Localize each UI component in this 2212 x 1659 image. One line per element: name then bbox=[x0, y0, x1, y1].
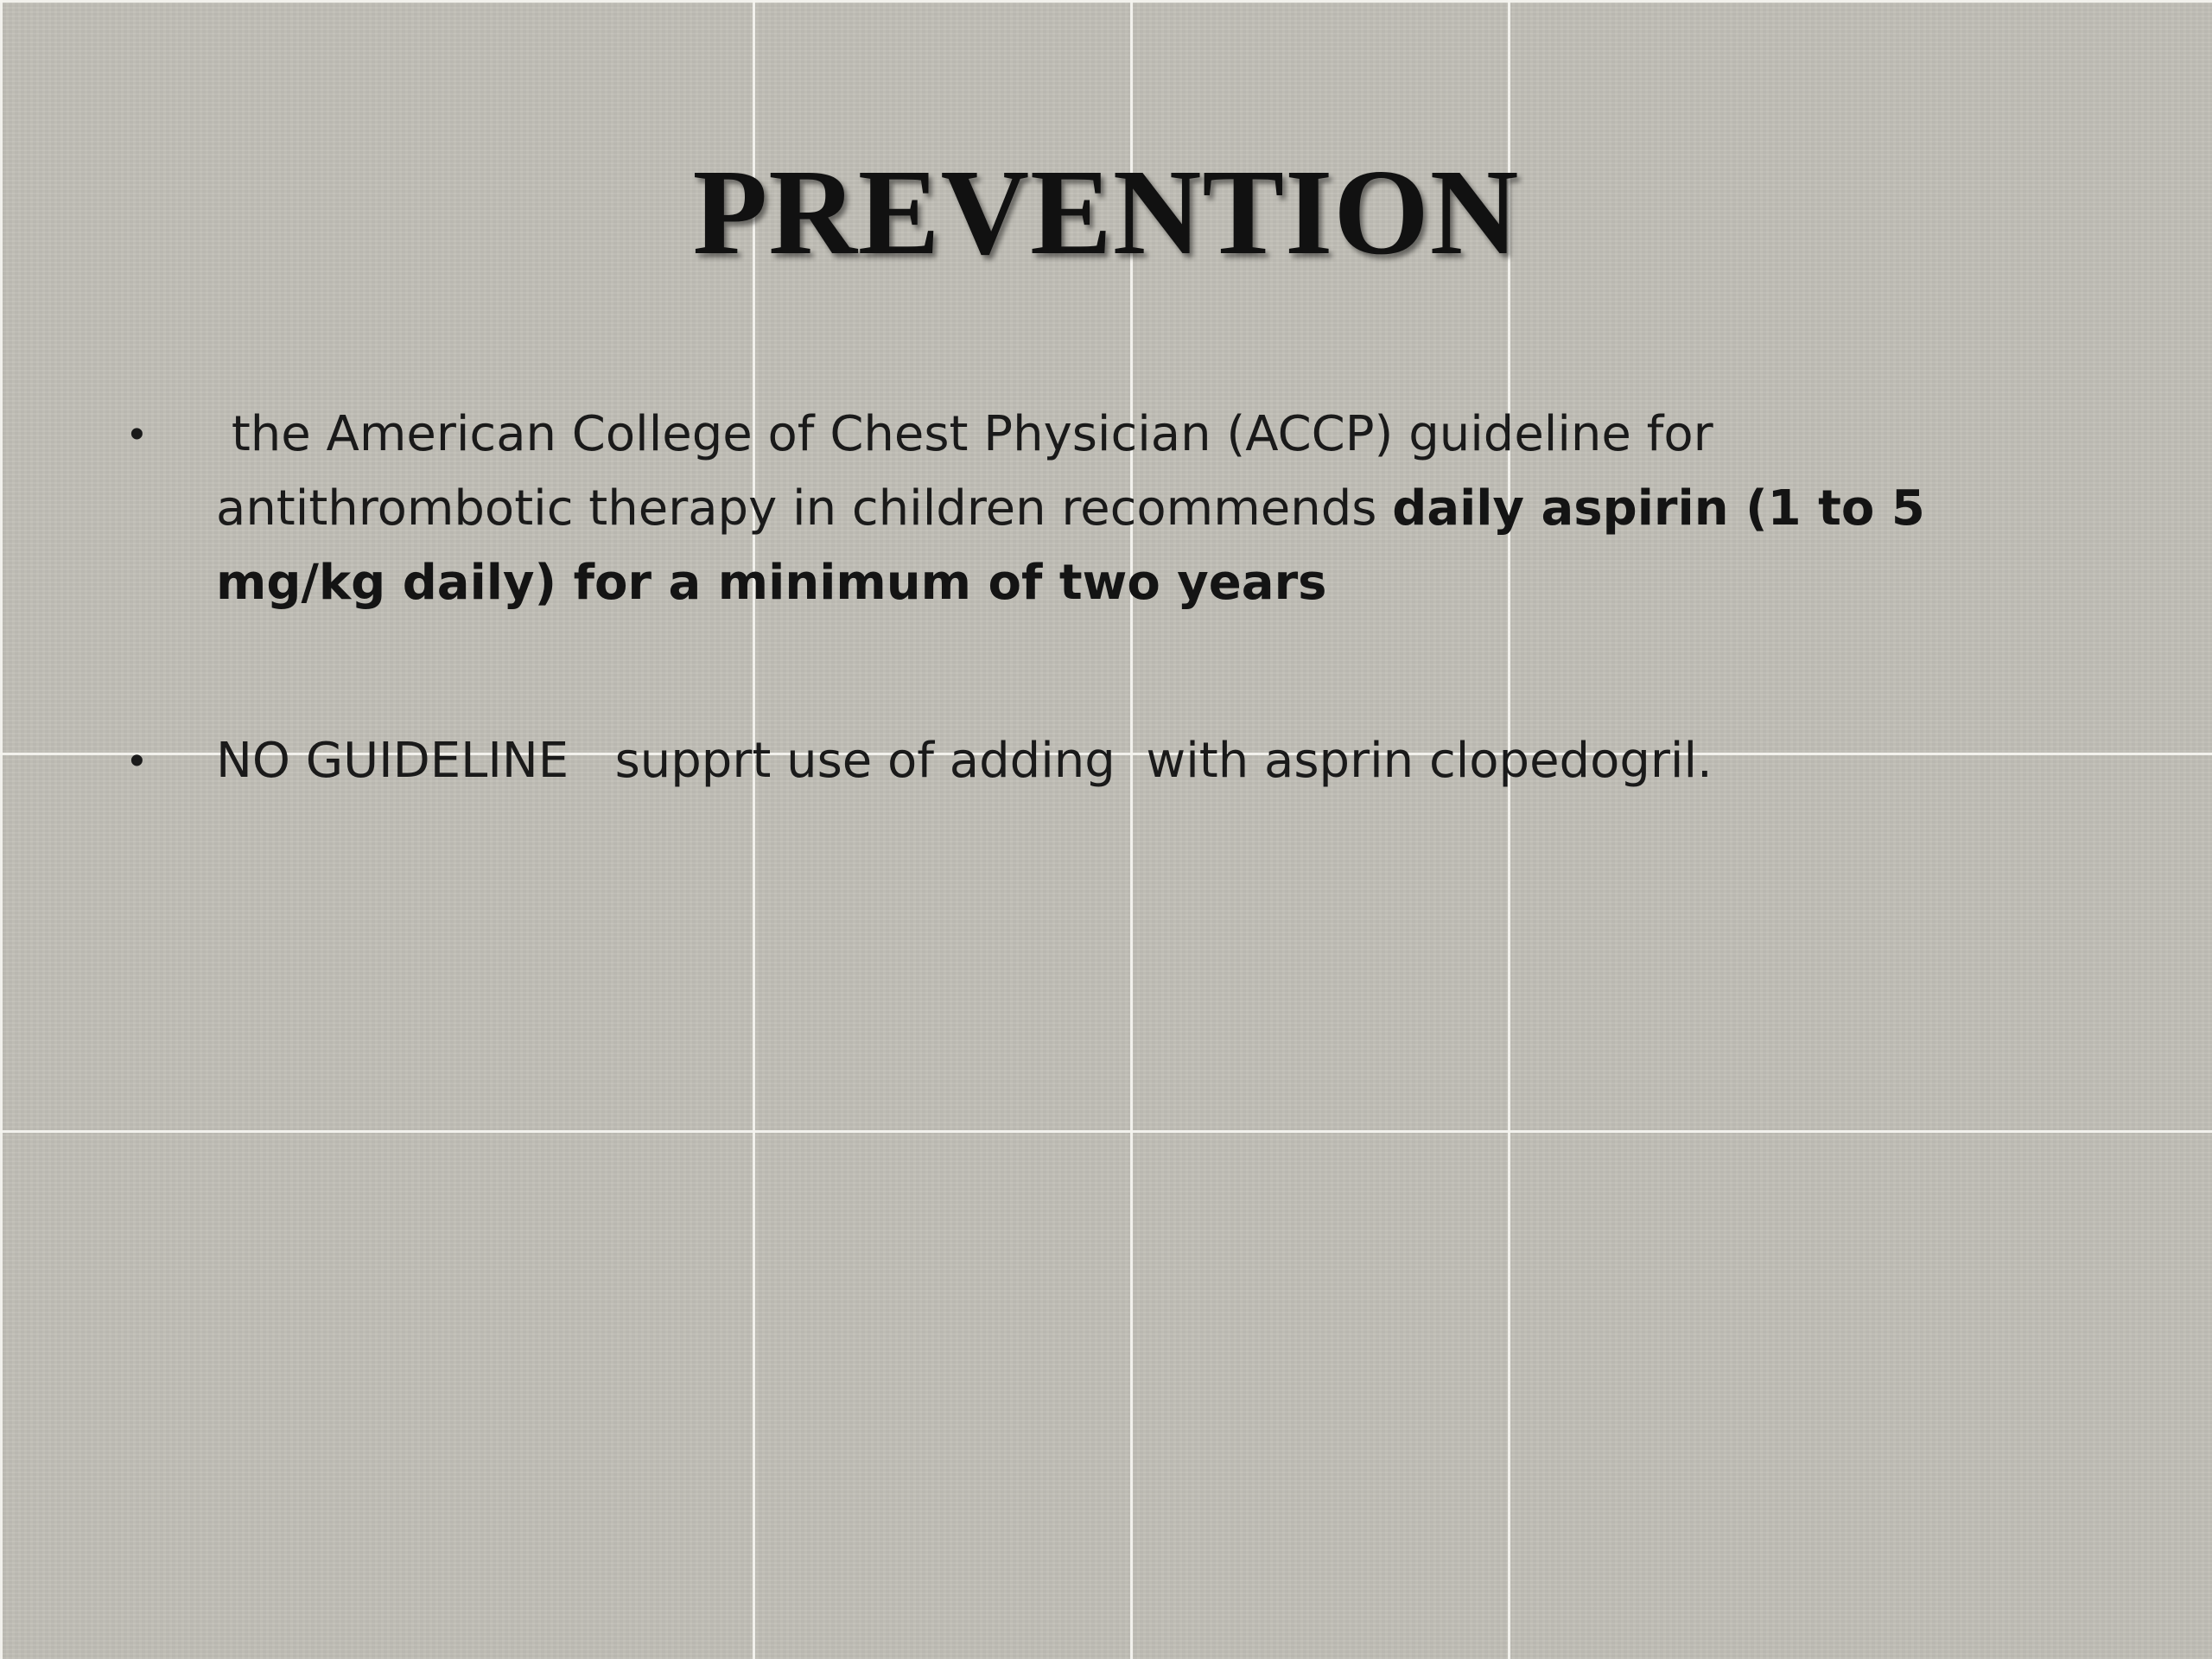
bullet-list bbox=[130, 397, 1961, 798]
grid-line-horizontal bbox=[0, 1130, 2212, 1133]
bullet-text: the American College of Chest Physician (ACCP) guideline for antithrombotic therapy in children recommends bbox=[216, 406, 1729, 537]
bullet-marker: • bbox=[130, 411, 144, 457]
grid-line-horizontal bbox=[0, 0, 2212, 3]
bullet-emphasis-text: daily aspirin (1 to 5 mg/kg daily) for a minimum of two years bbox=[216, 480, 1925, 611]
bullet-text: NO GUIDELINE supprt use of adding with asprin clopedogril. bbox=[216, 733, 1713, 789]
bullet-item bbox=[130, 397, 1961, 620]
bullet-marker: • bbox=[130, 738, 144, 784]
slide-title: PREVENTION bbox=[692, 143, 1520, 280]
bullet-item bbox=[130, 724, 1961, 798]
